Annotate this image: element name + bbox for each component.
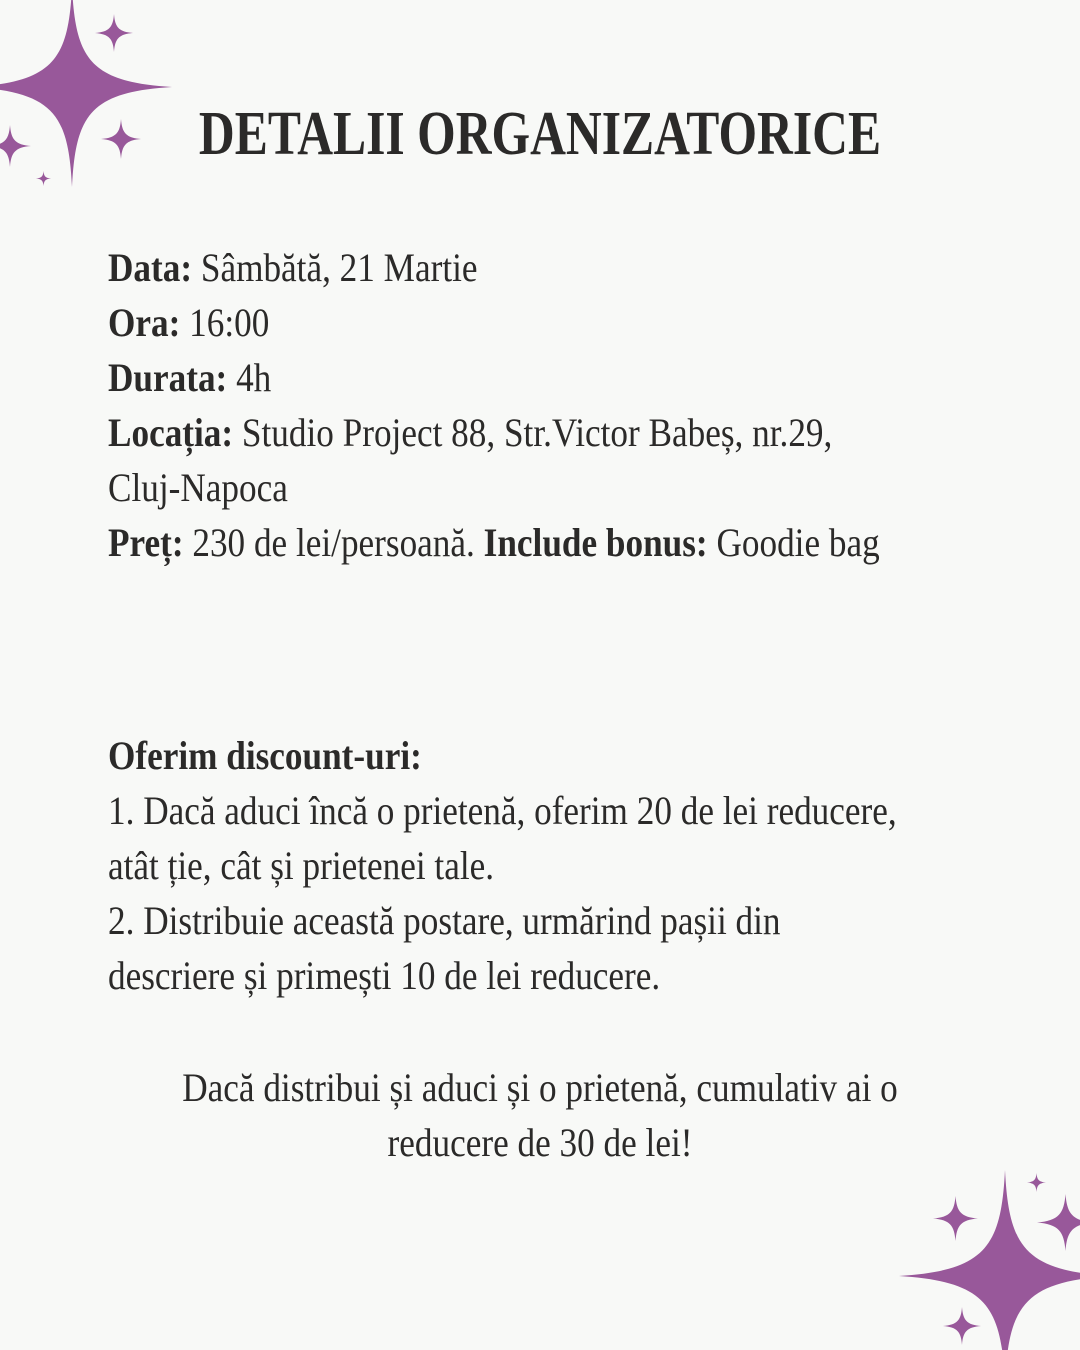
discount-item-2-line-1: 2. Distribuie această postare, urmărind pașii din	[108, 898, 781, 943]
detail-line-locatia	[108, 405, 880, 460]
discounts-section	[108, 728, 897, 1003]
detail-value-bonus: Goodie bag	[707, 520, 880, 565]
detail-label-pret: Preț:	[108, 520, 184, 565]
detail-value-locatia-city: Cluj-Napoca	[108, 465, 288, 510]
discounts-heading-text: Oferim discount-uri:	[108, 733, 422, 778]
cumulative-note-line-1: Dacă distribui și aduci și o prietenă, cumulativ ai o	[182, 1065, 898, 1110]
discount-item-1-line-2: atât ție, cât și prietenei tale.	[108, 843, 495, 888]
sparkle-icon	[0, 125, 31, 167]
detail-value-durata: 4h	[227, 355, 272, 400]
sparkle-icon	[1037, 1194, 1080, 1251]
sparkle-icon	[943, 1307, 981, 1345]
detail-value-pret: 230 de lei/persoană.	[183, 520, 484, 565]
event-details	[108, 240, 880, 570]
detail-label-ora: Ora:	[108, 300, 181, 345]
sparkle-icon	[933, 1196, 978, 1241]
discount-item-1-line-1: 1. Dacă aduci încă o prietenă, oferim 20 de lei reducere,	[108, 788, 897, 833]
sparkle-icon	[36, 171, 51, 186]
detail-line-locatia-2	[108, 460, 880, 515]
detail-value-data: Sâmbătă, 21 Martie	[192, 245, 478, 290]
cumulative-note-line-2: reducere de 30 de lei!	[387, 1120, 693, 1165]
detail-value-locatia: Studio Project 88, Str.Victor Babeș, nr.29,	[233, 410, 833, 455]
sparkle-icon	[95, 14, 133, 52]
detail-value-ora: 16:00	[180, 300, 270, 345]
detail-label-bonus: Include bonus:	[483, 520, 708, 565]
detail-line-pret	[108, 515, 880, 570]
detail-line-ora	[108, 295, 880, 350]
sparkle-icon	[1027, 1173, 1046, 1192]
detail-label-data: Data:	[108, 245, 193, 290]
discounts-heading	[108, 728, 897, 783]
discount-item-2-line-2: descriere și primești 10 de lei reducere.	[108, 953, 661, 998]
cumulative-note	[65, 1060, 1015, 1170]
detail-line-data	[108, 240, 880, 295]
detail-label-durata: Durata:	[108, 355, 228, 400]
detail-line-durata	[108, 350, 880, 405]
page-title: DETALII ORGANIZATORICE	[198, 100, 882, 168]
detail-label-locatia: Locația:	[108, 410, 234, 455]
